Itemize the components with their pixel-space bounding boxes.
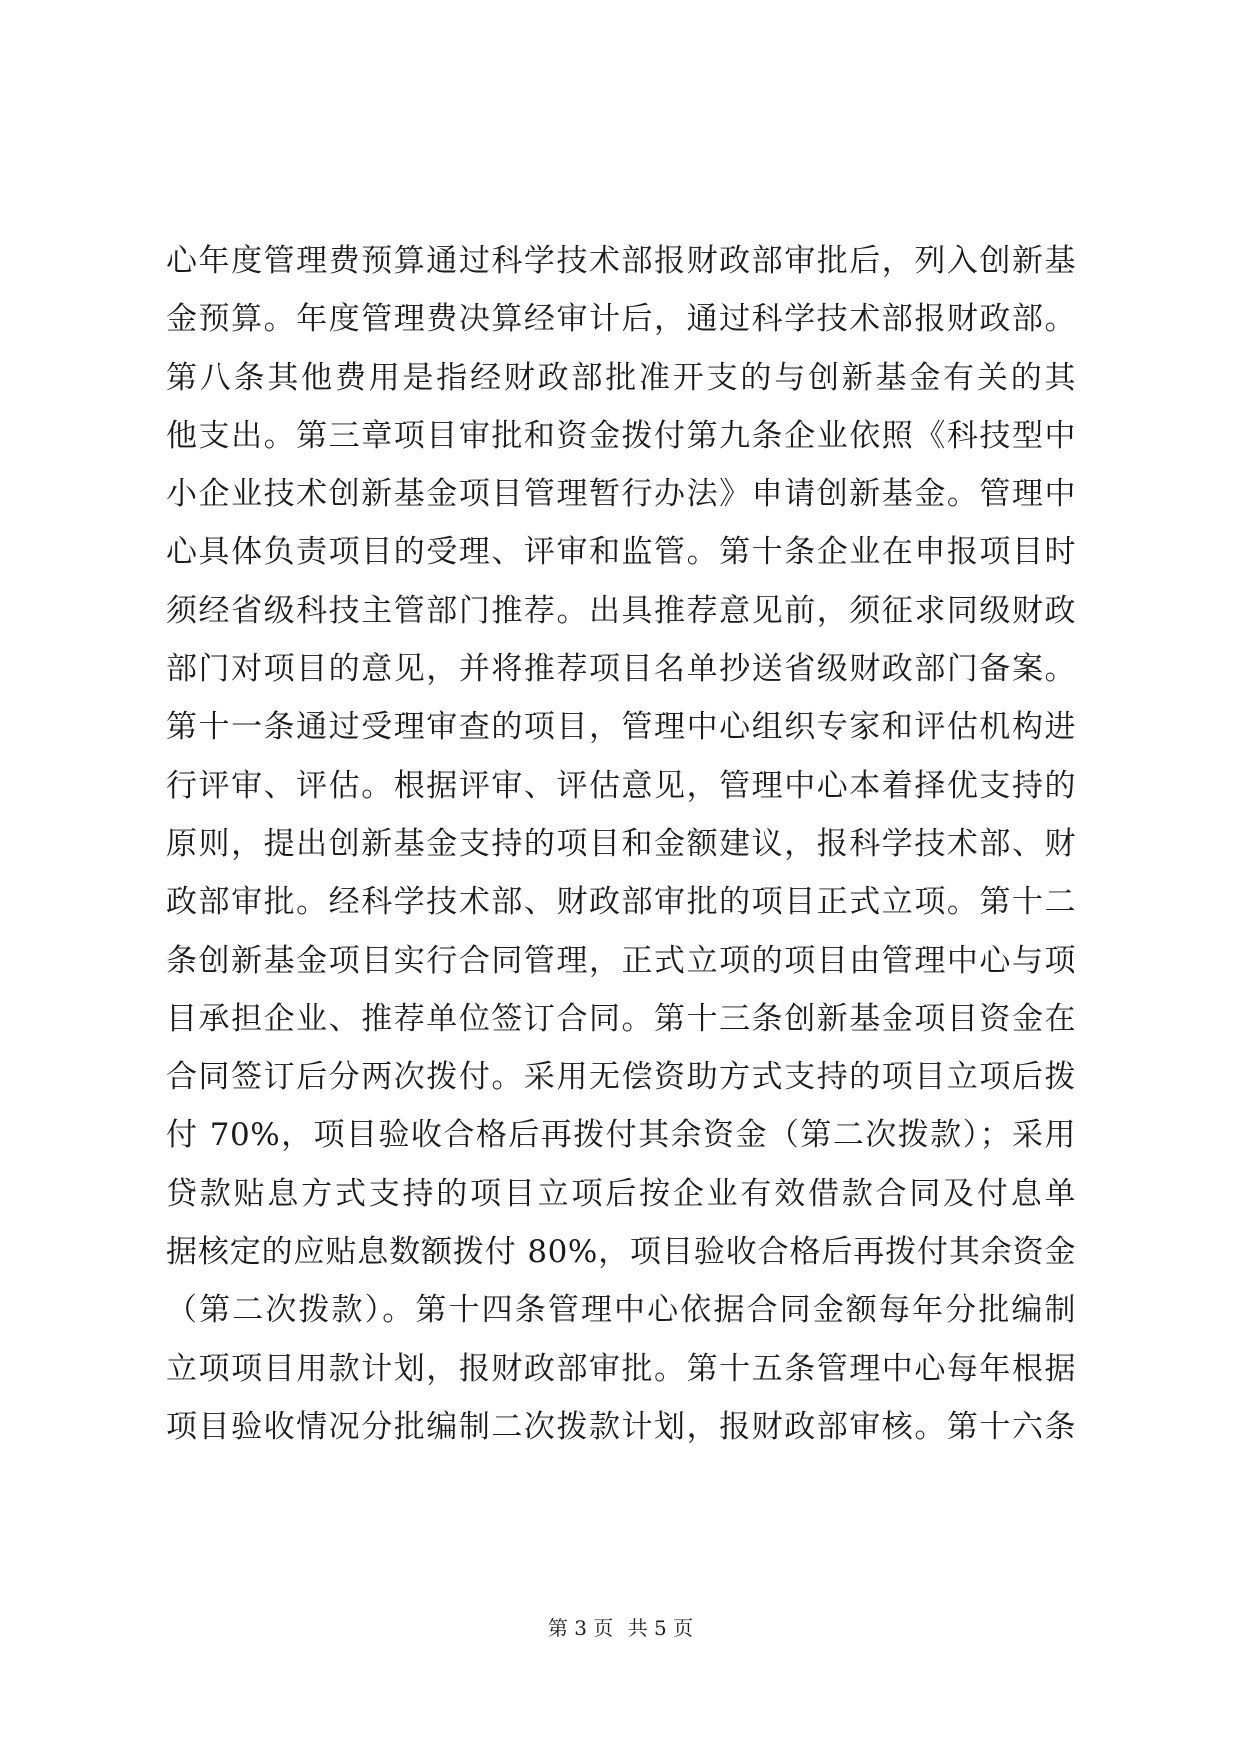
text-line: 小企业技术创新基金项目管理暂行办法》申请创新基金。管理中 <box>166 476 1076 513</box>
text-line: 原则，提出创新基金支持的项目和金额建议，报科学技术部、财 <box>166 825 1076 862</box>
page-footer <box>0 1612 1241 1641</box>
text-line: 付 70%，项目验收合格后再拨付其余资金（第二次拨款）；采用 <box>166 1117 1076 1154</box>
body-text <box>166 232 1076 1456</box>
text-line: 行评审、评估。根据评审、评估意见，管理中心本着择优支持的 <box>166 767 1076 804</box>
text-line: 目承担企业、推荐单位签订合同。第十三条创新基金项目资金在 <box>166 1000 1076 1037</box>
page-total: 共 5 页 <box>627 1616 694 1640</box>
text-line: 贷款贴息方式支持的项目立项后按企业有效借款合同及付息单 <box>166 1175 1076 1212</box>
text-line: 政部审批。经科学技术部、财政部审批的项目正式立项。第十二 <box>166 884 1076 921</box>
text-line: 心年度管理费预算通过科学技术部报财政部审批后，列入创新基 <box>166 243 1076 279</box>
text-line: 项目验收情况分批编制二次拨款计划，报财政部审核。第十六条 <box>166 1408 1076 1445</box>
text-line: 立项项目用款计划，报财政部审批。第十五条管理中心每年根据 <box>166 1350 1076 1387</box>
text-line: （第二次拨款）。第十四条管理中心依据合同金额每年分批编制 <box>166 1292 1076 1329</box>
text-line: 条创新基金项目实行合同管理，正式立项的项目由管理中心与项 <box>166 942 1076 979</box>
text-line: 心具体负责项目的受理、评审和监管。第十条企业在申报项目时 <box>166 534 1076 571</box>
text-line: 金预算。年度管理费决算经审计后，通过科学技术部报财政部。 <box>166 301 1076 338</box>
page-number: 第 3 页 <box>547 1616 614 1640</box>
text-line: 须经省级科技主管部门推荐。出具推荐意见前，须征求同级财政 <box>166 592 1076 629</box>
text-line: 合同签订后分两次拨付。采用无偿资助方式支持的项目立项后拨 <box>166 1059 1076 1096</box>
text-line: 他支出。第三章项目审批和资金拨付第九条企业依照《科技型中 <box>166 417 1076 454</box>
text-line: 部门对项目的意见，并将推荐项目名单抄送省级财政部门备案。 <box>166 651 1076 688</box>
text-line: 第八条其他费用是指经财政部批准开支的与创新基金有关的其 <box>166 359 1076 396</box>
text-line: 据核定的应贴息数额拨付 80%，项目验收合格后再拨付其余资金 <box>166 1234 1076 1271</box>
text-line: 第十一条通过受理审查的项目，管理中心组织专家和评估机构进 <box>166 709 1076 746</box>
